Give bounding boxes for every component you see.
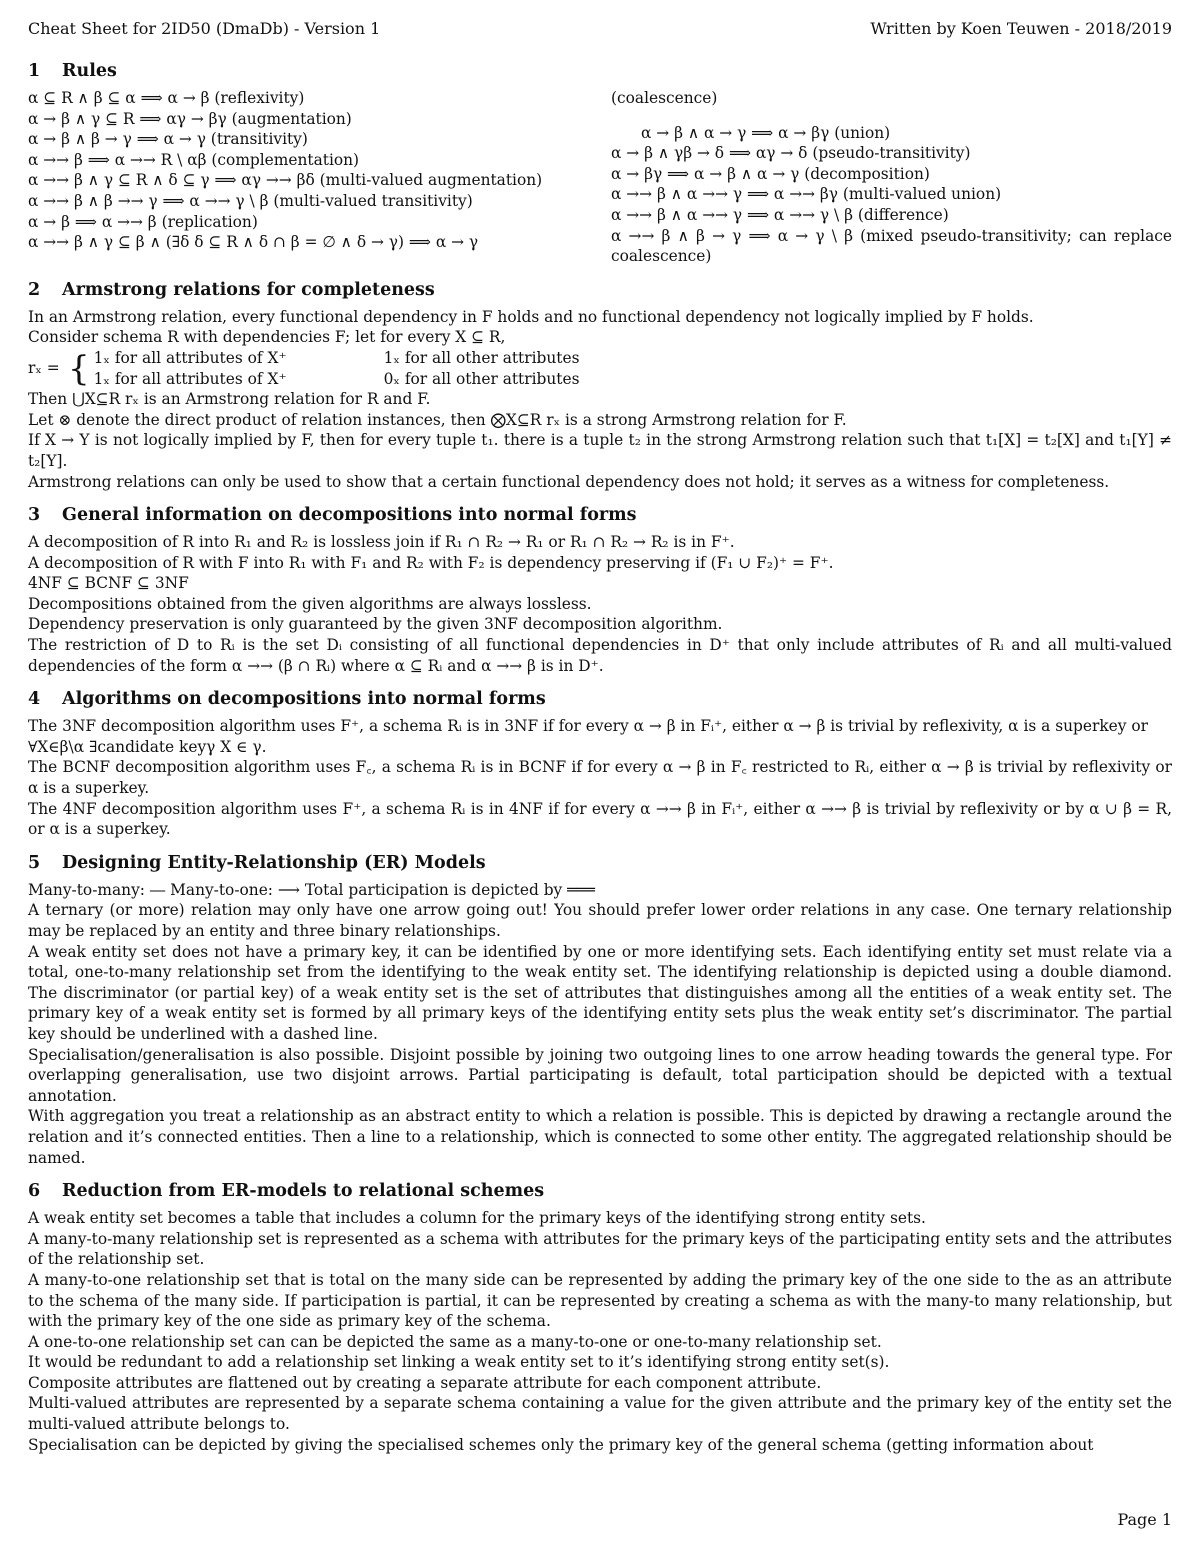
definition-case: 0ₓ for all other attributes — [383, 369, 580, 388]
paragraph: It would be redundant to add a relationship set linking a weak entity set to it’s identifying strong entity set(s). — [28, 1353, 890, 1372]
paragraph: Specialisation/generalisation is also possible. Disjoint possible by joining two outgoing lines to one arrow heading towards the general type. For overlapping generalisation, use two disjoint arrows. Partial participating is default, total participation should be depicted with a textual annotation. — [28, 1045, 1172, 1105]
header-title: Cheat Sheet for 2ID50 (DmaDb) - Version 1 — [28, 19, 381, 38]
rule-line: α →→ β ⟹ α →→ R \ αβ (complementation) — [28, 150, 360, 169]
paragraph: A weak entity set becomes a table that includes a column for the primary keys of the identifying strong entity sets. — [28, 1209, 926, 1228]
paragraph: In an Armstrong relation, every functional dependency in F holds and no functional dependency not logically implied by F holds. — [28, 307, 1034, 326]
paragraph: ∀X∈β\α ∃candidate keyγ X ∈ γ. — [28, 737, 267, 756]
rule-line: α → β ∧ γβ → δ ⟹ αγ → δ (pseudo-transitivity) — [611, 144, 971, 163]
paragraph: Dependency preservation is only guaranteed by the given 3NF decomposition algorithm. — [28, 615, 723, 634]
paragraph: 4NF ⊆ BCNF ⊆ 3NF — [28, 574, 189, 593]
rule-line: α →→ β ∧ β → γ ⟹ α → γ \ β (mixed pseudo-transitivity; can replace coalescence) — [611, 226, 1172, 266]
rule-line: α ⊆ R ∧ β ⊆ α ⟹ α → β (reflexivity) — [28, 89, 305, 107]
paragraph: Decompositions obtained from the given algorithms are always lossless. — [28, 594, 592, 613]
paragraph: A many-to-many relationship set is represented as a schema with attributes for the primary keys of the participating entity sets and the attributes of the relationship set. — [28, 1229, 1172, 1269]
section-5-heading: 5 Designing Entity-Relationship (ER) Models — [28, 852, 486, 873]
rule-line: α →→ β ∧ α →→ γ ⟹ α →→ βγ (multi-valued union) — [611, 185, 1002, 204]
rule-line: α → β ⟹ α →→ β (replication) — [28, 212, 258, 231]
paragraph: If X → Y is not logically implied by F, then for every tuple t₁. there is a tuple t₂ in the strong Armstrong relation such that t₁[X] = t₂[X] and t₁[Y] ≠ t₂[Y]. — [28, 431, 1172, 470]
paragraph: A one-to-one relationship set can can be depicted the same as a many-to-one or one-to-many relationship set. — [28, 1332, 882, 1351]
paragraph: The 4NF decomposition algorithm uses F⁺, a schema Rᵢ is in 4NF if for every α →→ β in Fᵢ⁺, either α →→ β is trivial by reflexivity or by α ∪ β = R, or α is a superkey. — [28, 799, 1172, 839]
section-3-heading: 3 General information on decompositions into normal forms — [28, 505, 637, 526]
definition-lhs: rₓ = — [28, 359, 60, 378]
paragraph: Armstrong relations can only be used to show that a certain functional dependency does not hold; it serves as a witness for completeness. — [28, 472, 1110, 491]
rule-line: (coalescence) — [611, 89, 718, 107]
paragraph: The 3NF decomposition algorithm uses F⁺, a schema Rᵢ is in 3NF if for every α → β in Fᵢ⁺, either α → β is trivial by reflexivity, α is a superkey or — [28, 717, 1148, 736]
paragraph: The BCNF decomposition algorithm uses F꜀, a schema Rᵢ is in BCNF if for every α → β in F꜀ restricted to Rᵢ, either α → β is trivial by reflexivity or α is a superkey. — [28, 758, 1172, 798]
paragraph: A ternary (or more) relation may only have one arrow going out! You should prefer lower order relations in any case. One ternary relationship may be replaced by an entity and three binary relationships. — [28, 901, 1172, 940]
rules-right-column — [611, 88, 1172, 267]
page-number: Page 1 — [1117, 1510, 1172, 1530]
rule-line: α →→ β ∧ γ ⊆ R ∧ δ ⊆ γ ⟹ αγ →→ βδ (multi-valued augmentation) — [28, 171, 543, 190]
rule-line: α →→ β ∧ α →→ γ ⟹ α →→ γ \ β (difference) — [611, 205, 949, 224]
paragraph: A decomposition of R into R₁ and R₂ is lossless join if R₁ ∩ R₂ → R₁ or R₁ ∩ R₂ → R₂ is in F⁺. — [28, 533, 735, 552]
paragraph: Consider schema R with dependencies F; let for every X ⊆ R, — [28, 328, 506, 347]
paragraph: With aggregation you treat a relationship as an abstract entity to which a relation is possible. This is depicted by drawing a rectangle around the relation and it’s connected entities. Then a line to a relationship, which is connected to some other entity. The aggregated relationship should be named. — [28, 1107, 1172, 1167]
paragraph: Specialisation can be depicted by giving the specialised schemes only the primary key of the general schema (getting information about — [28, 1435, 1094, 1454]
rule-line: α →→ β ∧ β →→ γ ⟹ α →→ γ \ β (multi-valued transitivity) — [28, 191, 473, 210]
paragraph: Composite attributes are flattened out by creating a separate attribute for each component attribute. — [28, 1373, 822, 1392]
rule-line: α → βγ ⟹ α → β ∧ α → γ (decomposition) — [611, 164, 930, 183]
definition-case: 1ₓ for all attributes of X⁺ — [93, 348, 287, 367]
paragraph: Then ⋃X⊆R rₓ is an Armstrong relation for R and F. — [28, 390, 431, 409]
section-1-heading: 1 Rules — [28, 61, 117, 81]
rule-line: α →→ β ∧ γ ⊆ β ∧ (∃δ δ ⊆ R ∧ δ ∩ β = ∅ ∧ δ → γ) ⟹ α → γ — [28, 233, 479, 252]
section-4-heading: 4 Algorithms on decompositions into normal forms — [28, 689, 546, 710]
paragraph: Multi-valued attributes are represented by a separate schema containing a value for the given attribute and the primary key of the entity set the multi-valued attribute belongs to. — [28, 1394, 1172, 1434]
section-2-heading: 2 Armstrong relations for completeness — [28, 279, 435, 300]
paragraph: Many-to-many: ⎯⎯ Many-to-one: ⟶ Total participation is depicted by ═══ — [28, 880, 595, 899]
armstrong-definition — [28, 348, 1172, 389]
rule-line: α → β ∧ α → γ ⟹ α → βγ (union) — [641, 123, 891, 142]
definition-case: 1ₓ for all other attributes — [383, 348, 580, 367]
rule-line: α → β ∧ γ ⊆ R ⟹ αγ → βγ (augmentation) — [28, 109, 352, 128]
page-header — [28, 18, 1172, 40]
rules-columns — [28, 88, 1172, 267]
rule-line: α → β ∧ β → γ ⟹ α → γ (transitivity) — [28, 130, 308, 149]
paragraph: Let ⊗ denote the direct product of relation instances, then ⨂X⊆R rₓ is a strong Armstrong relation for F. — [28, 410, 847, 429]
paragraph: A many-to-one relationship set that is total on the many side can be represented by adding the primary key of the one side to the as an attribute to the schema of the many side. If participation is partial, it can be represented by creating a schema as with the many-to many relationship, but with the primary key of the one side as primary key of the schema. — [28, 1270, 1172, 1331]
definition-brace: { — [68, 348, 90, 389]
section-6-heading: 6 Reduction from ER-models to relational schemes — [28, 1181, 545, 1202]
definition-case: 1ₓ for all attributes of X⁺ — [93, 369, 287, 388]
paragraph: A decomposition of R with F into R₁ with F₁ and R₂ with F₂ is dependency preserving if (F₁ ∪ F₂)⁺ = F⁺. — [28, 553, 834, 572]
paragraph: The restriction of D to Rᵢ is the set Dᵢ consisting of all functional dependencies in D⁺ that only include attributes of Rᵢ and all multi-valued dependencies of the form α →→ (β ∩ Rᵢ) where α ⊆ Rᵢ and α →→ β is in D⁺. — [28, 636, 1172, 675]
rules-left-column — [28, 88, 589, 267]
header-author: Written by Koen Teuwen - 2018/2019 — [870, 19, 1172, 38]
paragraph: A weak entity set does not have a primary key, it can be identified by one or more identifying sets. Each identifying entity set must relate via a total, one-to-many relationship set from the identifying to the weak entity set. The identifying relationship is depicted using a double diamond. The discriminator (or partial key) of a weak entity set is the set of attributes that distinguishes among all the entities of a weak entity set. The primary key of a weak entity set is formed by all primary keys of the identifying entity sets plus the weak entity set’s discriminator. The partial key should be underlined with a dashed line. — [28, 942, 1172, 1043]
